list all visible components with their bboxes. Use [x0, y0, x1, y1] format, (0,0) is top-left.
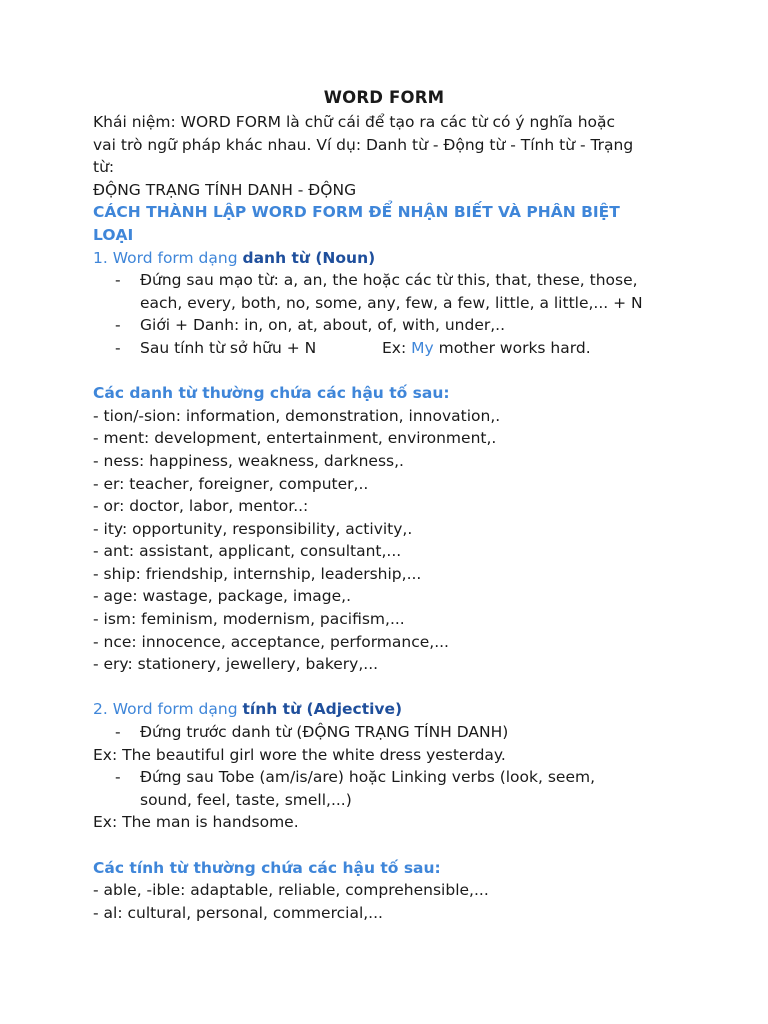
noun-bullet-1-line-2: each, every, both, no, some, any, few, a few, little, a little,... + N — [140, 293, 643, 312]
noun-heading-bold: danh từ (Noun) — [242, 248, 376, 267]
section-heading-line-1: CÁCH THÀNH LẬP WORD FORM ĐỂ NHẬN BIẾT VÀ PHÂN BIỆT — [93, 203, 620, 222]
adjective-suffix-title: Các tính từ thường chứa các hậu tố sau: — [93, 858, 441, 877]
spacer — [93, 834, 693, 857]
noun-bullet-3 — [93, 337, 693, 360]
noun-suffix-item: - er: teacher, foreigner, computer,.. — [93, 474, 369, 493]
bullet-dash: - — [115, 316, 121, 335]
noun-heading-prefix: 1. Word form dạng — [93, 248, 243, 267]
adjective-bullet-1 — [93, 721, 693, 744]
example-highlight: My — [411, 338, 434, 357]
noun-bullet-1 — [93, 269, 693, 314]
noun-suffix-item: - ant: assistant, applicant, consultant,... — [93, 542, 402, 561]
adjective-heading — [93, 698, 693, 721]
noun-suffix-item: - ship: friendship, internship, leadership,... — [93, 564, 422, 583]
adjective-heading-bold: tính từ (Adjective) — [242, 700, 403, 719]
adjective-suffix-item: - al: cultural, personal, commercial,... — [93, 903, 383, 922]
page-title: WORD FORM — [323, 88, 445, 107]
intro-line-3: từ: — [93, 158, 115, 177]
intro-line-1: Khái niệm: WORD FORM là chữ cái để tạo ra các từ có ý nghĩa hoặc — [93, 113, 616, 131]
adjective-bullet-2-line-2: sound, feel, taste, smell,...) — [140, 790, 352, 809]
document-body — [93, 111, 693, 924]
spacer — [93, 360, 693, 383]
spacer — [93, 676, 693, 699]
section-heading-line-2: LOẠI — [93, 225, 134, 244]
adjective-bullet-2 — [93, 766, 693, 811]
bullet-dash: - — [115, 768, 121, 787]
noun-bullet-3-left: Sau tính từ sở hữu + N — [140, 338, 317, 357]
noun-suffix-title: Các danh từ thường chứa các hậu tố sau: — [93, 384, 450, 403]
bullet-dash: - — [115, 338, 121, 357]
adjective-heading-prefix: 2. Word form dạng — [93, 700, 243, 719]
noun-suffix-item: - ity: opportunity, responsibility, activity,. — [93, 519, 413, 538]
noun-heading — [93, 247, 693, 270]
noun-suffix-item: - or: doctor, labor, mentor..: — [93, 497, 309, 516]
example-label: Ex: — [382, 338, 412, 357]
noun-suffix-item: - ness: happiness, weakness, darkness,. — [93, 451, 404, 470]
noun-suffix-item: - ment: development, entertainment, environment,. — [93, 429, 497, 448]
adjective-suffix-item: - able, -ible: adaptable, reliable, comprehensible,... — [93, 881, 489, 900]
noun-suffix-item: - nce: innocence, acceptance, performance,... — [93, 632, 449, 651]
word-order-line: ĐỘNG TRẠNG TÍNH DANH - ĐỘNG — [93, 180, 357, 199]
noun-suffix-item: - ery: stationery, jewellery, bakery,... — [93, 655, 379, 674]
noun-bullet-2-text: Giới + Danh: in, on, at, about, of, with, under,.. — [140, 316, 506, 335]
bullet-dash: - — [115, 271, 121, 290]
intro-line-2: vai trò ngữ pháp khác nhau. Ví dụ: Danh từ - Động từ - Tính từ - Trạng — [93, 135, 634, 154]
adjective-bullet-2-line-1: Đứng sau Tobe (am/is/are) hoặc Linking verbs (look, seem, — [140, 768, 596, 787]
adjective-example-2: Ex: The man is handsome. — [93, 813, 299, 832]
noun-bullet-1-line-1: Đứng sau mạo từ: a, an, the hoặc các từ this, that, these, those, — [140, 271, 638, 290]
noun-suffix-item: - age: wastage, package, image,. — [93, 587, 352, 606]
noun-bullet-2 — [93, 314, 693, 337]
example-rest: mother works hard. — [433, 338, 591, 357]
adjective-example-1: Ex: The beautiful girl wore the white dress yesterday. — [93, 745, 506, 764]
noun-suffix-item: - ism: feminism, modernism, pacifism,... — [93, 610, 405, 629]
bullet-dash: - — [115, 723, 121, 742]
adjective-bullet-1-text: Đứng trước danh từ (ĐỘNG TRẠNG TÍNH DANH) — [140, 723, 509, 742]
noun-suffix-item: - tion/-sion: information, demonstration, innovation,. — [93, 406, 501, 425]
noun-bullet-3-text — [140, 337, 693, 360]
